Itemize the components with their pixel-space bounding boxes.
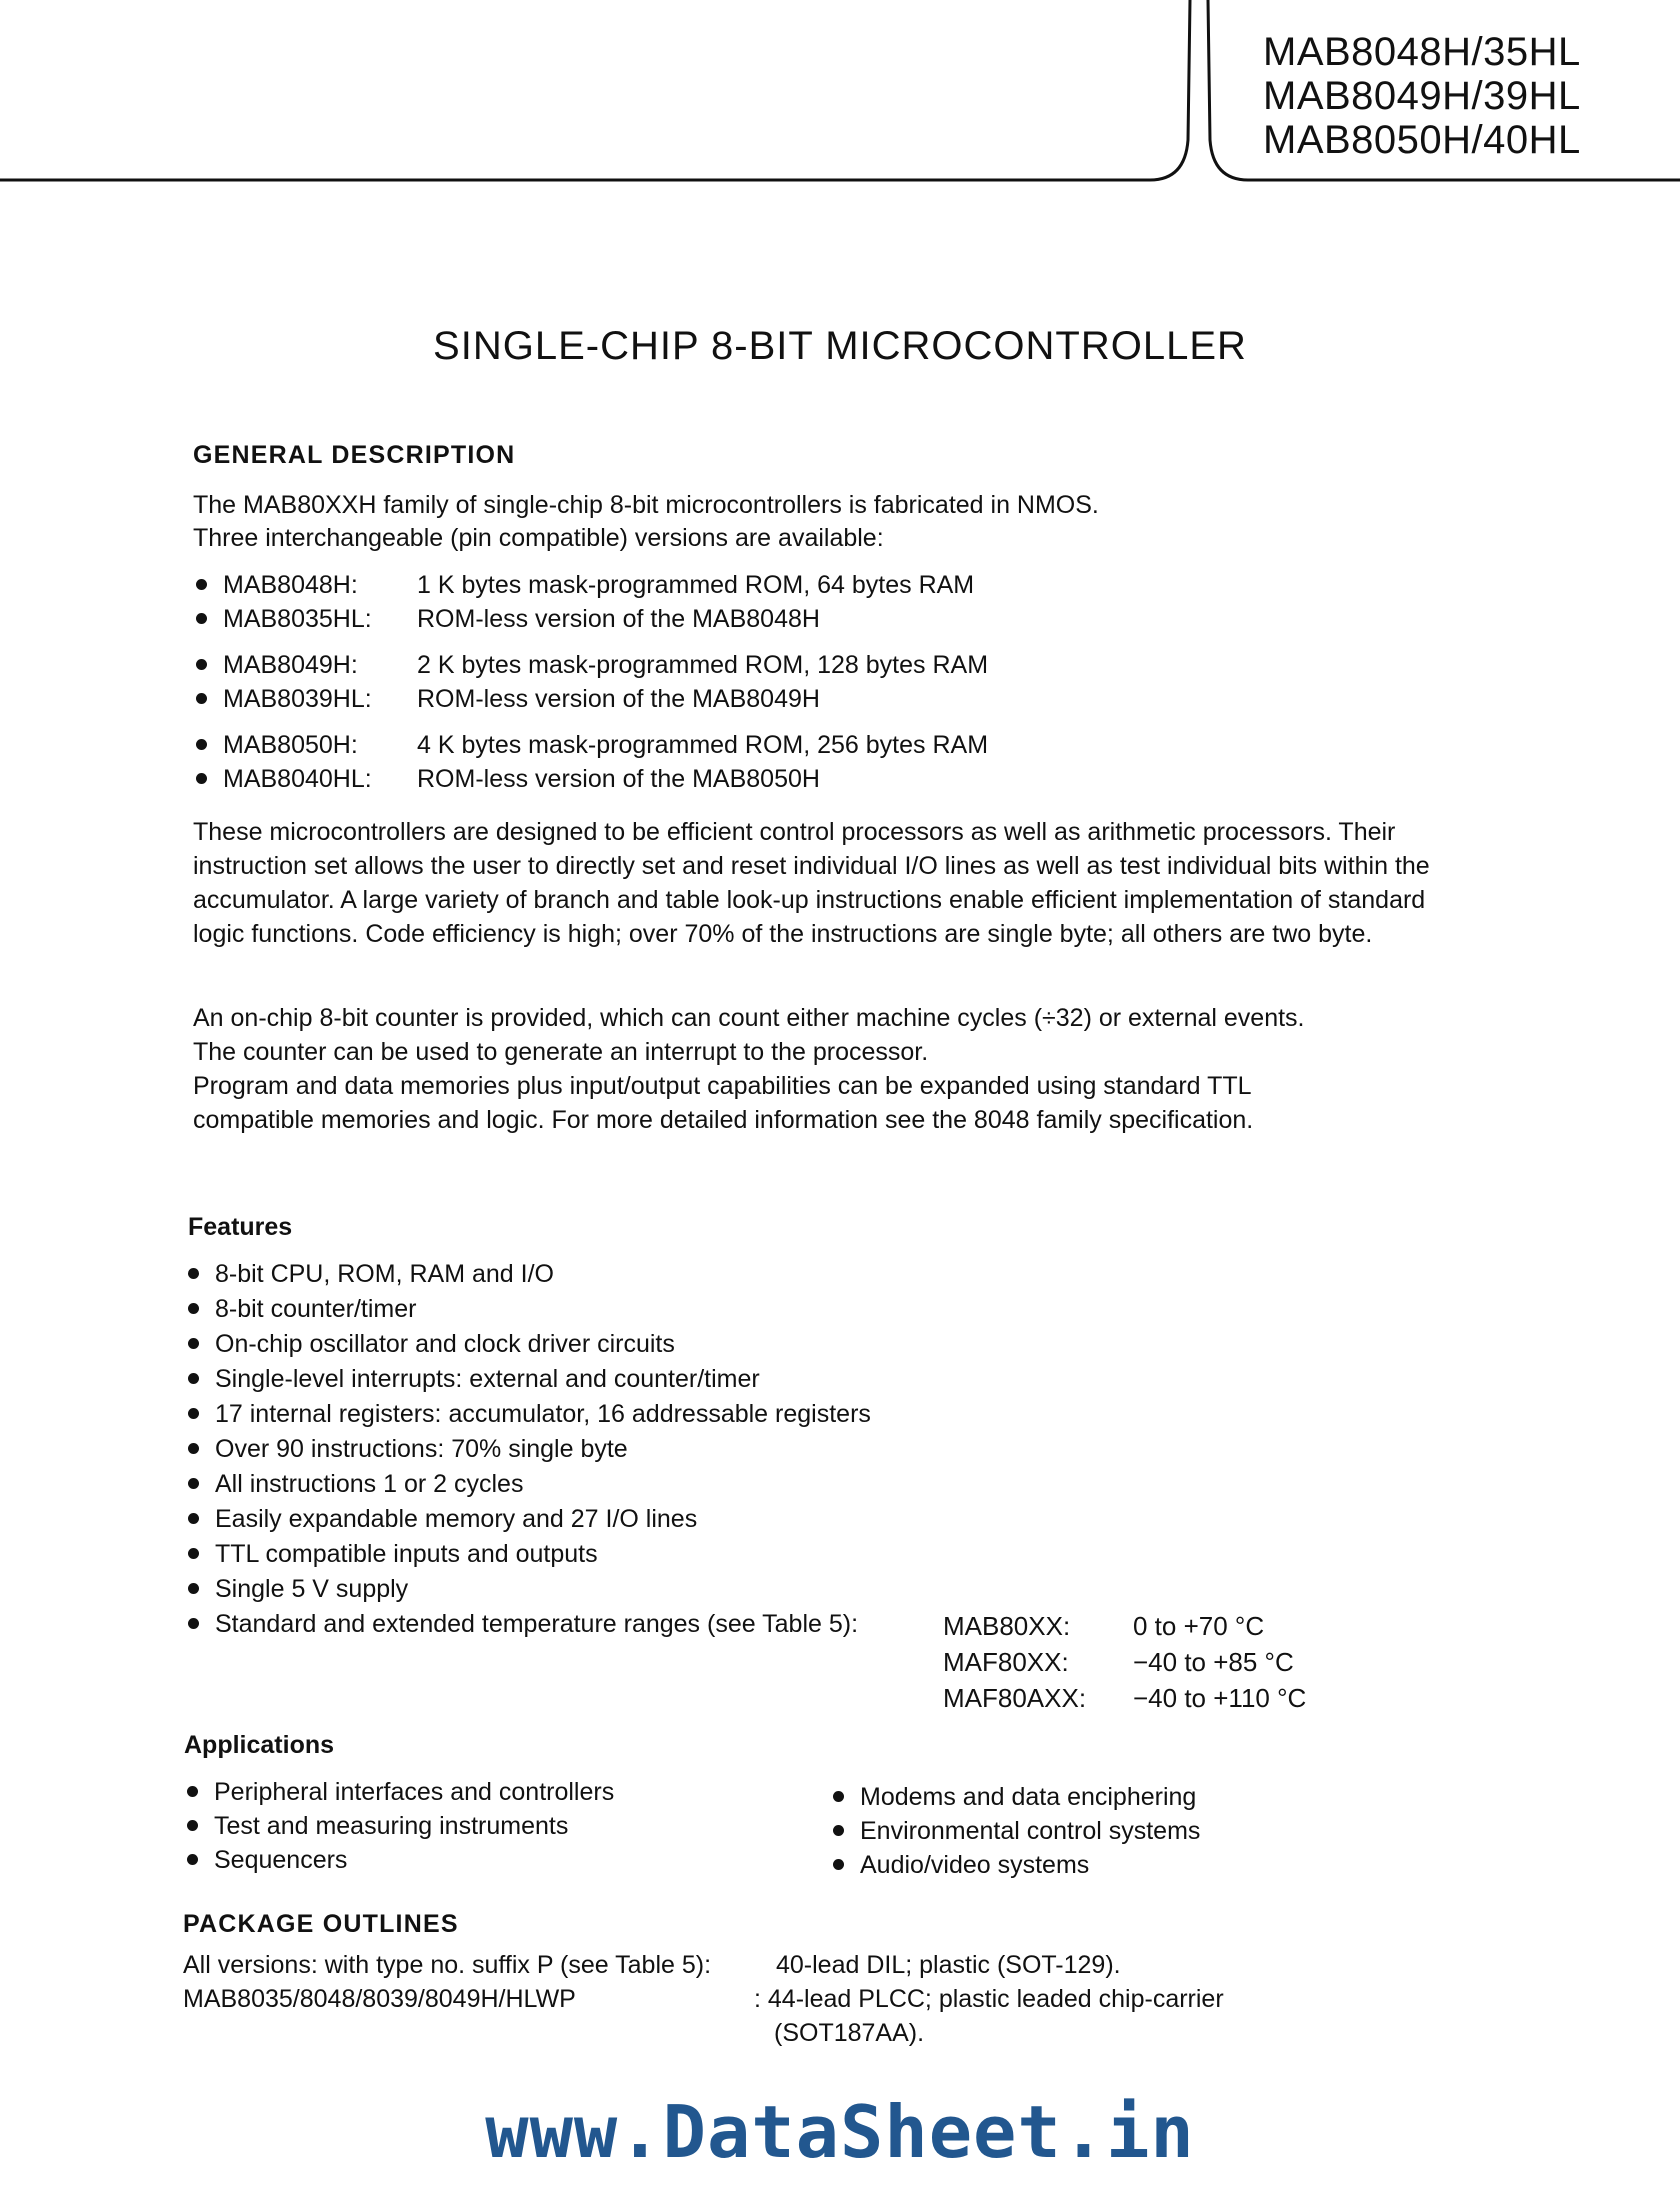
version-name: MAB8039HL: (223, 685, 372, 713)
feature-item: On-chip oscillator and clock driver circuits (185, 1327, 871, 1362)
temperature-value: 0 to +70 °C (1133, 1611, 1265, 1641)
feature-item: 8-bit CPU, ROM, RAM and I/O (185, 1257, 871, 1292)
feature-item: Standard and extended temperature ranges (see Table 5): (185, 1607, 871, 1642)
version-list (193, 568, 988, 796)
application-item: Audio/video systems (830, 1848, 1200, 1882)
feature-item: Over 90 instructions: 70% single byte (185, 1432, 871, 1467)
application-item: Sequencers (184, 1843, 614, 1877)
paragraph-line: compatible memories and logic. For more detailed information see the 8048 family specification. (193, 1106, 1254, 1134)
counter-paragraph (193, 1001, 1493, 1137)
temperature-row (943, 1608, 1306, 1644)
version-name: MAB8049H: (223, 651, 358, 679)
feature-item: TTL compatible inputs and outputs (185, 1537, 871, 1572)
temperature-device: MAB80XX: (943, 1611, 1071, 1641)
paragraph-line: Program and data memories plus input/output capabilities can be expanded using standard TTL (193, 1072, 1252, 1100)
version-desc: 1 K bytes mask-programmed ROM, 64 bytes RAM (417, 571, 975, 599)
package-value: (SOT187AA). (774, 2019, 925, 2047)
version-desc: ROM-less version of the MAB8050H (417, 765, 820, 793)
version-name: MAB8040HL: (223, 765, 372, 793)
feature-item: 17 internal registers: accumulator, 16 addressable registers (185, 1397, 871, 1432)
document-title: SINGLE-CHIP 8-BIT MICROCONTROLLER (433, 324, 1247, 368)
part-number-block (1263, 30, 1581, 162)
package-row (183, 1982, 1224, 2016)
package-value: : 44-lead PLCC; plastic leaded chip-carrier (754, 1985, 1224, 2013)
features-list (185, 1257, 871, 1642)
package-row (183, 1948, 1224, 1982)
version-name: MAB8035HL: (223, 605, 372, 633)
package-outlines-heading: PACKAGE OUTLINES (183, 1910, 459, 1938)
application-item: Test and measuring instruments (184, 1809, 614, 1843)
version-name: MAB8050H: (223, 731, 358, 759)
application-item: Environmental control systems (830, 1814, 1200, 1848)
package-label: MAB8035/8048/8039/8049H/HLWP (183, 1985, 576, 2013)
application-item: Modems and data enciphering (830, 1780, 1200, 1814)
temperature-device: MAF80AXX: (943, 1683, 1087, 1713)
feature-item: 8-bit counter/timer (185, 1292, 871, 1327)
intro-line: The MAB80XXH family of single-chip 8-bit microcontrollers is fabricated in NMOS. (193, 491, 1099, 519)
part-number: MAB8050H/40HL (1263, 118, 1581, 162)
part-number: MAB8049H/39HL (1263, 74, 1581, 118)
applications-list-left (184, 1775, 614, 1877)
version-name: MAB8048H: (223, 571, 358, 599)
version-item (193, 762, 988, 796)
header-rule-left (0, 0, 1190, 180)
features-heading: Features (188, 1213, 293, 1241)
temperature-device: MAF80XX: (943, 1647, 1069, 1677)
feature-item: Single-level interrupts: external and counter/timer (185, 1362, 871, 1397)
paragraph-line: The counter can be used to generate an interrupt to the processor. (193, 1038, 929, 1066)
general-description-heading: GENERAL DESCRIPTION (193, 441, 516, 469)
version-item (193, 728, 988, 762)
temperature-row (943, 1644, 1306, 1680)
watermark-text: www.DataSheet.in (485, 2090, 1195, 2174)
temperature-value: −40 to +85 °C (1133, 1647, 1294, 1677)
feature-item: All instructions 1 or 2 cycles (185, 1467, 871, 1502)
package-outlines-table (183, 1948, 1224, 2050)
version-item (193, 648, 988, 682)
description-paragraph: These microcontrollers are designed to be efficient control processors as well as arithmetic processors. Their instruction set allows the user to directly set and reset individual I/O lines as well as test individual bits within the accumulator. A large variety of branch and table look-up instructions enable efficient implementation of standard logic functions. Code efficiency is high; over 70% of the instructions are single byte; all others are two byte. (193, 818, 1430, 948)
version-item (193, 682, 988, 716)
applications-heading: Applications (184, 1731, 335, 1759)
version-desc: 4 K bytes mask-programmed ROM, 256 bytes RAM (417, 731, 989, 759)
feature-item: Easily expandable memory and 27 I/O lines (185, 1502, 871, 1537)
temperature-row (943, 1680, 1306, 1716)
paragraph-line: An on-chip 8-bit counter is provided, which can count either machine cycles (÷32) or external events. (193, 1004, 1305, 1032)
feature-item: Single 5 V supply (185, 1572, 871, 1607)
version-desc: 2 K bytes mask-programmed ROM, 128 bytes RAM (417, 651, 989, 679)
temperature-ranges (943, 1608, 1306, 1716)
package-label: All versions: with type no. suffix P (see Table 5): (183, 1951, 712, 1979)
package-row (183, 2016, 1224, 2050)
part-number: MAB8048H/35HL (1263, 30, 1581, 74)
version-desc: ROM-less version of the MAB8049H (417, 685, 820, 713)
applications-list-right (830, 1780, 1200, 1882)
version-item (193, 602, 988, 636)
version-desc: ROM-less version of the MAB8048H (417, 605, 820, 633)
temperature-value: −40 to +110 °C (1133, 1683, 1307, 1713)
package-value: 40-lead DIL; plastic (SOT-129). (776, 1951, 1121, 1979)
version-item (193, 568, 988, 602)
application-item: Peripheral interfaces and controllers (184, 1775, 614, 1809)
intro-line: Three interchangeable (pin compatible) versions are available: (193, 524, 884, 552)
